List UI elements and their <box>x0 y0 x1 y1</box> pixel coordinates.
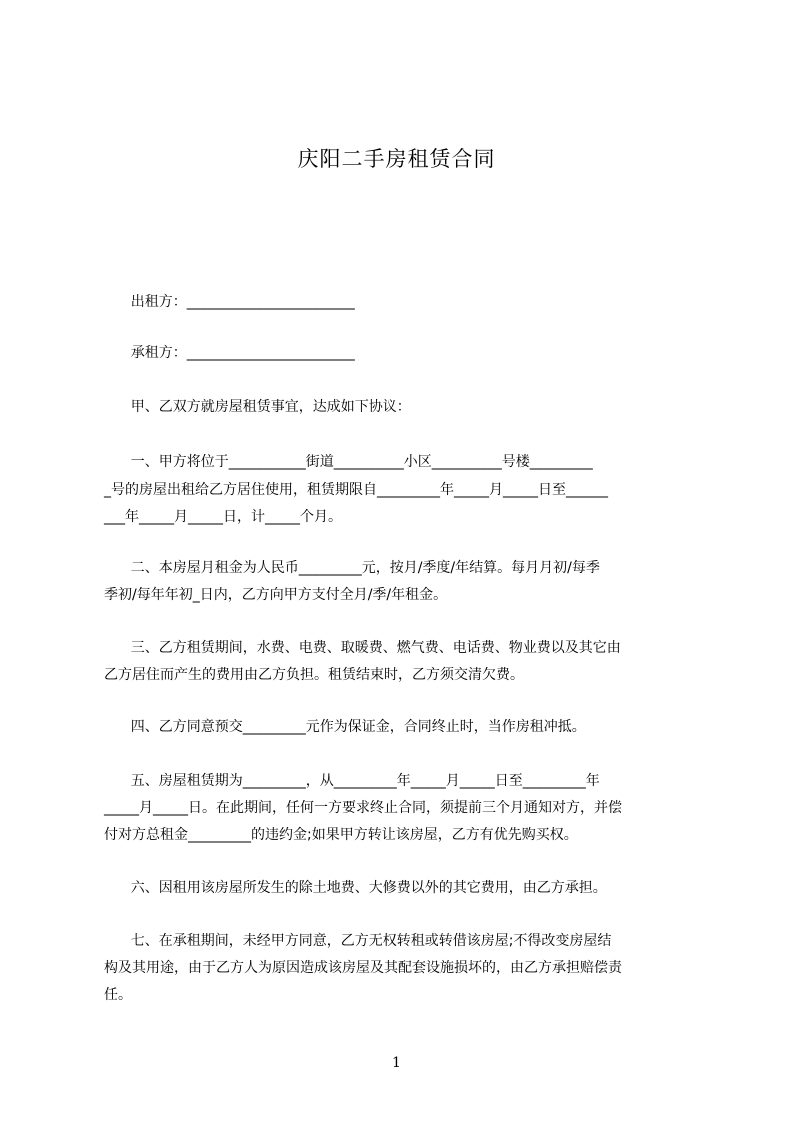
clause-5-line-2: _____月_____日。在此期间，任何一方要求终止合同，须提前三个月通知对方，并偿 <box>104 800 622 816</box>
clause-7-line-1: 七、在承租期间，未经甲方同意，乙方无权转租或转借该房屋;不得改变房屋结 <box>104 933 612 949</box>
clause-7-line-3: 任。 <box>104 987 132 1003</box>
clause-5-line-1: 五、房屋租赁期为_________，从_________年_____月_____日至_________年 <box>104 773 600 789</box>
clause-2-line-2: 季初/每年年初_日内，乙方向甲方支付全月/季/年租金。 <box>104 587 448 603</box>
page-title: 庆阳二手房租赁合同 <box>297 147 496 171</box>
clause-1-line-3: ___年_____月_____日，计_____个月。 <box>104 509 342 525</box>
clause-7-line-2: 构及其用途，由于乙方人为原因造成该房屋及其配套设施损坏的，由乙方承担赔偿责 <box>104 960 622 976</box>
clause-6-line-1: 六、因租用该房屋所发生的除土地费、大修费以外的其它费用，由乙方承担。 <box>104 880 607 896</box>
clause-1-line-2: _号的房屋出租给乙方居住使用，租赁期限自_________年_____月_____日至______ <box>104 482 608 498</box>
lessor-line: 出租方：________________________ <box>104 294 355 310</box>
clause-3-line-1: 三、乙方租赁期间，水费、电费、取暖费、燃气费、电话费、物业费以及其它由 <box>104 640 621 656</box>
lessee-line: 承租方：________________________ <box>104 345 355 361</box>
intro-line: 甲、乙双方就房屋租赁事宜，达成如下协议： <box>104 399 411 415</box>
clause-4-line-1: 四、乙方同意预交_________元作为保证金，合同终止时，当作房租冲抵。 <box>104 719 586 735</box>
clause-1-line-1: 一、甲方将位于___________街道__________小区__________号楼_________ <box>104 454 593 470</box>
clause-3-line-2: 乙方居住而产生的费用由乙方负担。租赁结束时，乙方须交清欠费。 <box>104 667 524 683</box>
page-number: 1 <box>392 1055 401 1071</box>
clause-2-line-1: 二、本房屋月租金为人民币_________元，按月/季度/年结算。每月月初/每季 <box>104 560 600 576</box>
clause-5-line-3: 付对方总租金_________的违约金;如果甲方转让该房屋，乙方有优先购买权。 <box>104 827 578 843</box>
